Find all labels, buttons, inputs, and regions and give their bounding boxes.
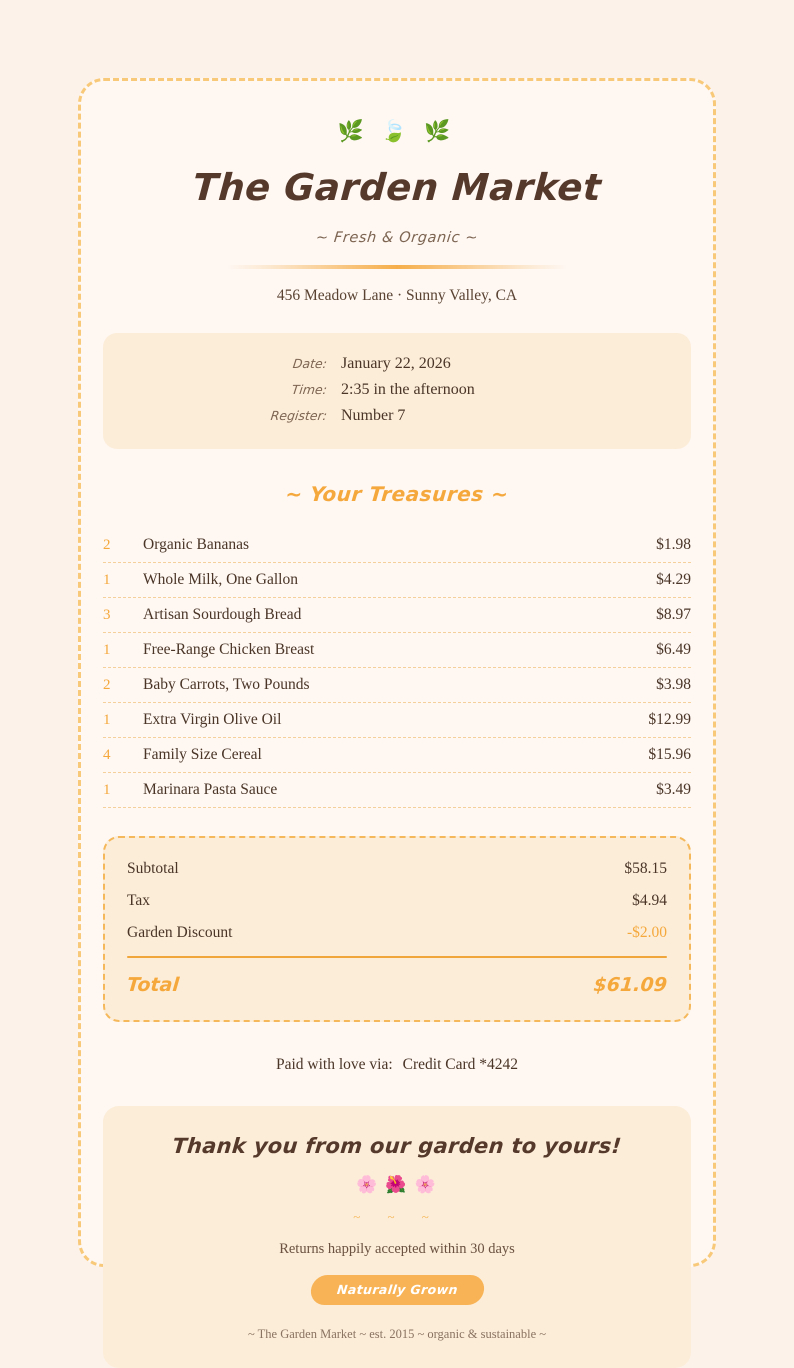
item-price: $12.99 <box>648 711 691 728</box>
thank-you-message: Thank you from our garden to yours! <box>171 1134 623 1158</box>
item-name: Artisan Sourdough Bread <box>143 606 302 623</box>
item-quantity: 1 <box>103 782 111 798</box>
date-label: Date: <box>291 356 328 371</box>
grand-total-label: Total <box>126 974 180 996</box>
footer-box <box>103 1106 691 1368</box>
discount-row <box>127 924 667 942</box>
returns-policy: Returns happily accepted within 30 days <box>279 1241 515 1257</box>
register-value: Number 7 <box>341 407 406 424</box>
item-price: $4.29 <box>656 571 691 588</box>
item-quantity: 4 <box>103 747 111 763</box>
store-tagline: ~ Fresh & Organic ~ <box>315 230 479 246</box>
totals-box <box>103 836 691 1022</box>
wavy-divider: ~ ~ ~ <box>353 1209 441 1224</box>
item-quantity: 1 <box>103 712 111 728</box>
tax-value: $4.94 <box>632 892 667 909</box>
item-price: $15.96 <box>648 746 691 763</box>
table-row <box>103 633 691 668</box>
subtotal-row <box>127 860 667 878</box>
store-address: 456 Meadow Lane · Sunny Valley, CA <box>276 287 518 304</box>
tax-row <box>127 892 667 910</box>
info-row-date <box>103 355 691 373</box>
receipt-content <box>81 81 713 1341</box>
info-row-register <box>103 407 691 425</box>
info-row-time <box>103 381 691 399</box>
item-name: Whole Milk, One Gallon <box>143 571 298 588</box>
item-quantity: 2 <box>103 677 111 693</box>
items-list <box>103 528 691 808</box>
item-name: Organic Bananas <box>143 536 250 553</box>
subtotal-label: Subtotal <box>127 860 179 877</box>
flower-decoration-icon: 🌸 🌺 🌸 <box>355 1175 438 1194</box>
table-row <box>103 668 691 703</box>
discount-label: Garden Discount <box>127 924 233 941</box>
table-row <box>103 773 691 808</box>
item-name: Free-Range Chicken Breast <box>143 641 315 658</box>
item-quantity: 1 <box>103 572 111 588</box>
item-price: $3.98 <box>656 676 691 693</box>
leaf-decoration-icon: 🌿 🍃 🌿 <box>337 119 457 143</box>
item-name: Family Size Cereal <box>143 746 262 763</box>
totals-divider <box>127 956 667 958</box>
time-value: 2:35 in the afternoon <box>341 381 475 398</box>
table-row <box>103 528 691 563</box>
discount-value: -$2.00 <box>626 924 667 941</box>
grand-total-value: $61.09 <box>592 974 668 996</box>
table-row <box>103 563 691 598</box>
item-quantity: 2 <box>103 537 111 553</box>
grand-total-row <box>126 974 668 996</box>
payment-line <box>103 1056 691 1074</box>
table-row <box>103 598 691 633</box>
transaction-info-box <box>103 333 691 449</box>
gradient-divider <box>227 265 567 269</box>
receipt-card <box>78 78 716 1341</box>
subtotal-value: $58.15 <box>624 860 667 877</box>
item-quantity: 3 <box>103 607 111 623</box>
date-value: January 22, 2026 <box>341 355 451 372</box>
register-label: Register: <box>269 408 328 423</box>
item-price: $1.98 <box>656 536 691 553</box>
item-name: Marinara Pasta Sauce <box>143 781 278 798</box>
items-section-heading: ~ Your Treasures ~ <box>284 482 510 506</box>
store-name: The Garden Market <box>191 166 603 209</box>
status-badge: Naturally Grown <box>309 1275 485 1305</box>
item-price: $6.49 <box>656 641 691 658</box>
item-price: $8.97 <box>656 606 691 623</box>
payment-label: Paid with love via: <box>275 1056 393 1073</box>
item-name: Extra Virgin Olive Oil <box>143 711 282 728</box>
item-name: Baby Carrots, Two Pounds <box>143 676 310 693</box>
receipt-header <box>103 103 691 305</box>
time-label: Time: <box>290 382 328 397</box>
payment-method: Credit Card *4242 <box>402 1056 519 1073</box>
tax-label: Tax <box>127 892 151 909</box>
table-row <box>103 738 691 773</box>
footer-fineprint: ~ The Garden Market ~ est. 2015 ~ organic & sustainable ~ <box>247 1327 547 1341</box>
item-quantity: 1 <box>103 642 111 658</box>
item-price: $3.49 <box>656 781 691 798</box>
table-row <box>103 703 691 738</box>
